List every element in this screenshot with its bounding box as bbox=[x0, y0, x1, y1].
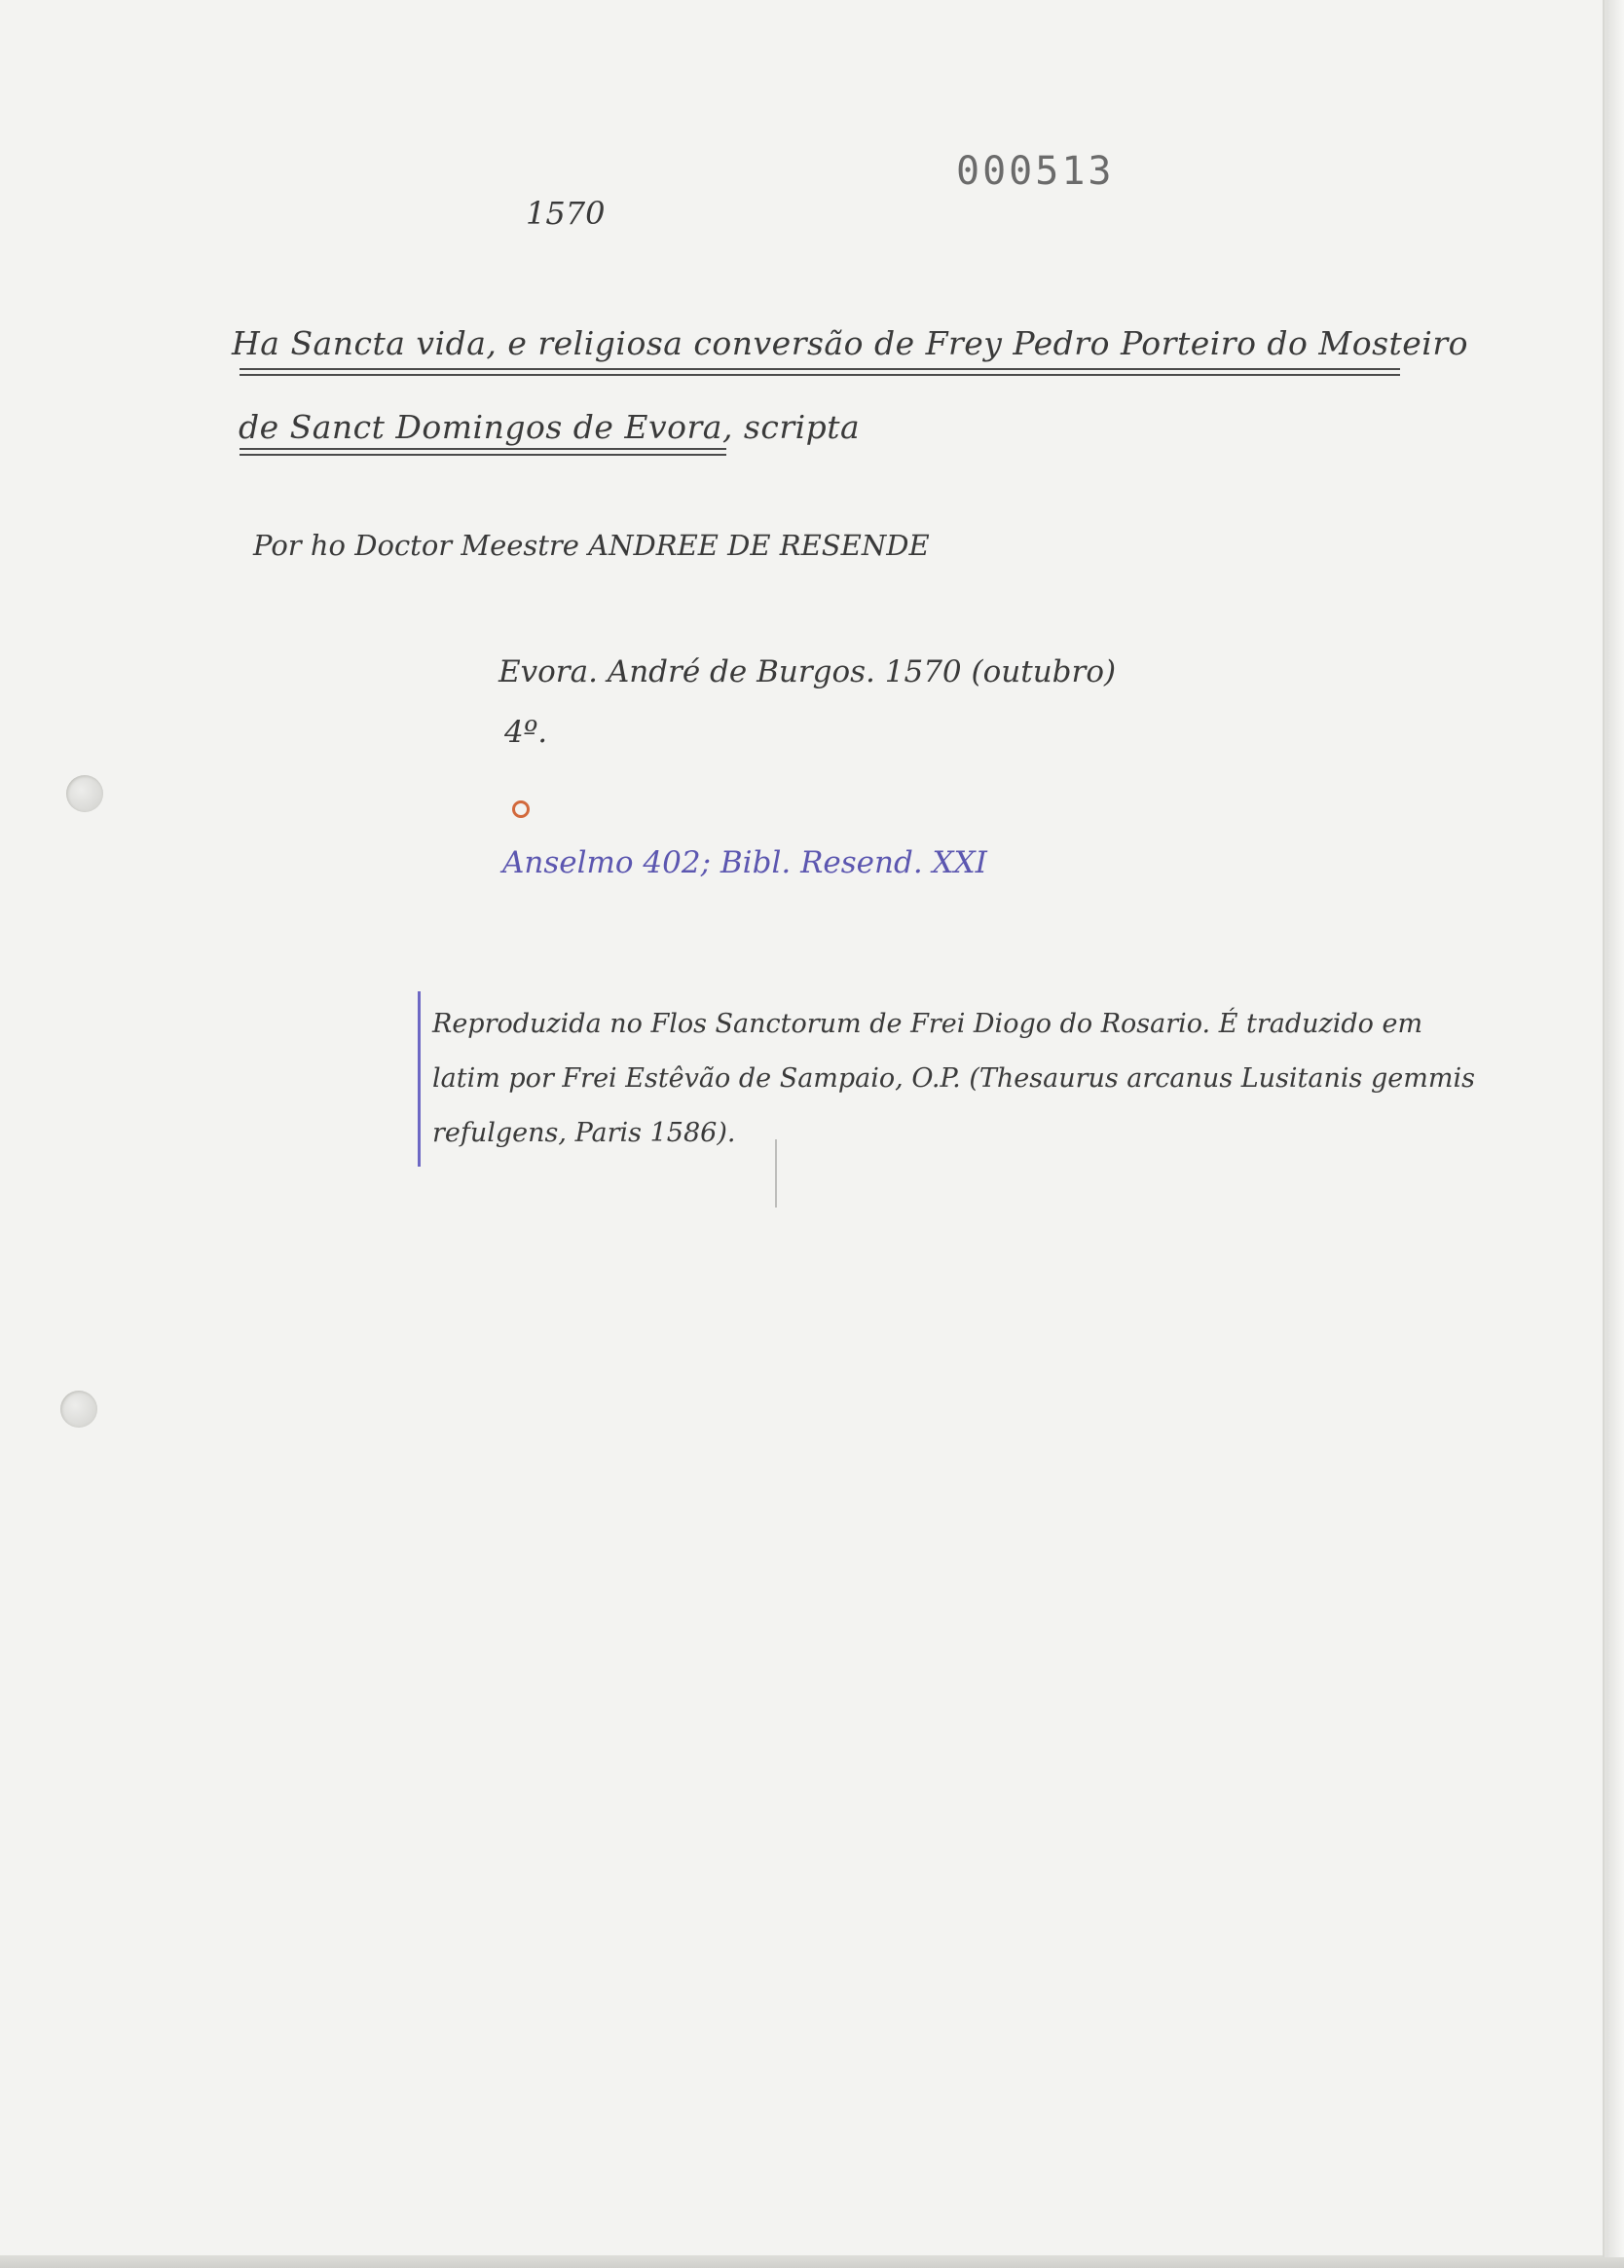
publication-year: 1570 bbox=[526, 195, 606, 232]
title-underline-1b bbox=[240, 374, 1400, 376]
title-underline-2 bbox=[240, 448, 726, 450]
paper-edge-right bbox=[1608, 0, 1624, 2268]
pen-scratch bbox=[775, 1139, 777, 1208]
title-underline-2b bbox=[240, 454, 726, 456]
bibliographic-references: Anselmo 402; Bibl. Resend. XXI bbox=[502, 845, 987, 880]
punch-hole bbox=[66, 775, 103, 812]
note-text: Reproduzida no Flos Sanctorum de Frei Diogo do Rosario. É traduzido em latim por Frei Estêvão de Sampaio, O.P. (Thesaurus arcanus Lusitanis gemmis refulgens, Paris 1586). bbox=[432, 1009, 1475, 1148]
format-line: 4º. bbox=[504, 715, 548, 750]
paper-edge-bottom bbox=[0, 2257, 1624, 2268]
circle-marker-icon bbox=[512, 800, 530, 818]
note-margin-bar bbox=[418, 991, 421, 1167]
punch-hole bbox=[60, 1391, 97, 1428]
title-line-1: Ha Sancta vida, e religiosa conversão de Frey Pedro Porteiro do Mosteiro bbox=[232, 324, 1468, 362]
record-number-stamp: 000513 bbox=[956, 149, 1115, 194]
title-line-2: de Sanct Domingos de Evora, scripta bbox=[239, 408, 861, 446]
imprint-line: Evora. André de Burgos. 1570 (outubro) bbox=[498, 654, 1117, 689]
author-line: Por ho Doctor Meestre ANDREE DE RESENDE bbox=[253, 529, 930, 562]
title-underline-1 bbox=[240, 368, 1400, 370]
